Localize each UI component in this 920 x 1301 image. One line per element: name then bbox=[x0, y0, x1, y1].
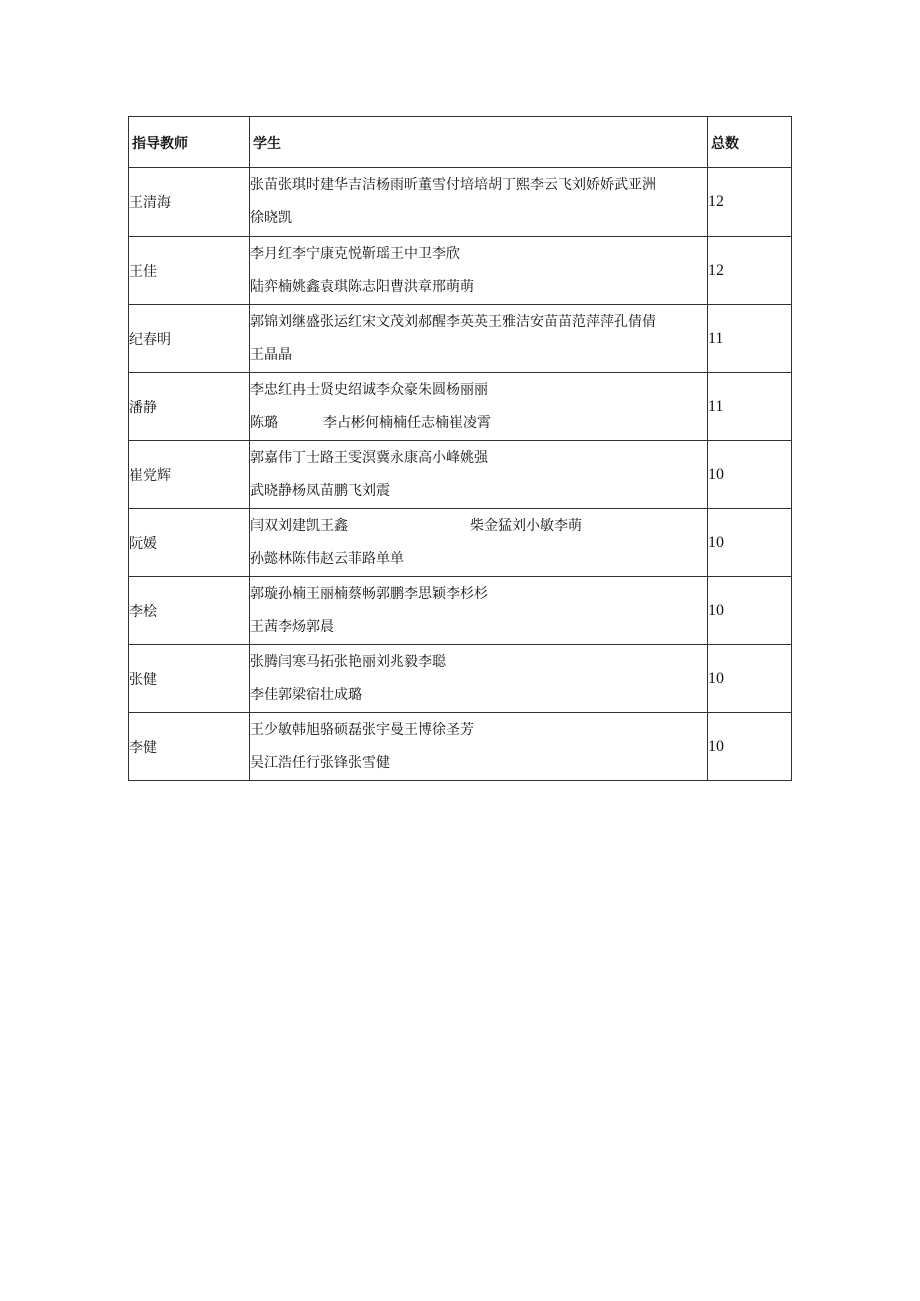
student-count: 10 bbox=[708, 509, 792, 577]
student-count: 11 bbox=[708, 305, 792, 373]
header-total: 总数 bbox=[708, 117, 792, 168]
student-list bbox=[250, 168, 708, 237]
teacher-name: 阮媛 bbox=[129, 509, 250, 577]
student-line: 张苗张琪时建华吉洁杨雨昕董雪付培培胡丁熙李云飞刘娇娇武亚洲 bbox=[250, 177, 656, 193]
student-line: 陆弈楠姚鑫袁琪陈志阳曹洪章邢萌萌 bbox=[250, 278, 474, 295]
advisor-student-table bbox=[128, 116, 792, 781]
table-row bbox=[129, 305, 792, 373]
student-line: 李忠红冉士贤史绍诚李众豪朱圆杨丽丽 bbox=[250, 381, 488, 398]
teacher-name: 潘静 bbox=[129, 373, 250, 441]
student-group: 李占彬何楠楠任志楠崔凌霄 bbox=[323, 414, 491, 431]
student-line: 武晓静杨凤苗鹏飞刘震 bbox=[250, 482, 390, 499]
student-list bbox=[250, 713, 708, 781]
teacher-name: 纪春明 bbox=[129, 305, 250, 373]
table-row bbox=[129, 441, 792, 509]
student-line: 郭璇孙楠王丽楠蔡畅郭鹏李思颖李杉杉 bbox=[250, 585, 488, 602]
table-row bbox=[129, 237, 792, 305]
student-line bbox=[250, 407, 707, 440]
student-list bbox=[250, 305, 708, 373]
teacher-name: 张健 bbox=[129, 645, 250, 713]
table-row bbox=[129, 373, 792, 441]
student-count: 10 bbox=[708, 645, 792, 713]
student-count: 10 bbox=[708, 713, 792, 781]
table-row bbox=[129, 645, 792, 713]
table-row bbox=[129, 713, 792, 781]
table-row bbox=[129, 168, 792, 237]
student-list bbox=[250, 509, 708, 577]
student-group: 陈璐 bbox=[250, 414, 278, 431]
teacher-name: 王清海 bbox=[129, 168, 250, 237]
student-group: 闫双刘建凯王鑫 bbox=[250, 517, 348, 534]
student-line: 张腾闫寒马拓张艳丽刘兆毅李聪 bbox=[250, 653, 446, 670]
student-line: 徐晓凯 bbox=[250, 210, 292, 226]
student-list bbox=[250, 645, 708, 713]
student-line: 郭嘉伟丁士路王雯溟冀永康高小峰姚强 bbox=[250, 449, 488, 466]
teacher-name: 崔党辉 bbox=[129, 441, 250, 509]
table-header-row bbox=[129, 117, 792, 168]
student-count: 11 bbox=[708, 373, 792, 441]
student-group: 柴金猛刘小敏李萌 bbox=[470, 517, 582, 534]
student-list bbox=[250, 577, 708, 645]
table-row bbox=[129, 577, 792, 645]
student-count: 10 bbox=[708, 577, 792, 645]
header-teacher: 指导教师 bbox=[129, 117, 250, 168]
student-line: 王少敏韩旭骆硕磊张宇曼王博徐圣芳 bbox=[250, 721, 474, 738]
student-line: 王茜李炀郭晨 bbox=[250, 618, 334, 635]
student-line: 李月红李宁康克悦靳瑶王中卫李欣 bbox=[250, 245, 460, 262]
student-line: 孙懿林陈伟赵云菲路单单 bbox=[250, 550, 404, 567]
table-row bbox=[129, 509, 792, 577]
student-list bbox=[250, 237, 708, 305]
student-count: 12 bbox=[708, 168, 792, 237]
header-students: 学生 bbox=[250, 117, 708, 168]
teacher-name: 李健 bbox=[129, 713, 250, 781]
teacher-name: 王佳 bbox=[129, 237, 250, 305]
student-list bbox=[250, 373, 708, 441]
teacher-name: 李桧 bbox=[129, 577, 250, 645]
student-count: 12 bbox=[708, 237, 792, 305]
student-line bbox=[250, 510, 707, 543]
student-line: 郭锦刘继盛张运红宋文茂刘郝醒李英英王雅洁安苗苗范萍萍孔倩倩 bbox=[250, 313, 656, 330]
student-line: 吴江浩任行张锋张雪健 bbox=[250, 754, 390, 771]
student-line: 李佳郭梁宿壮成璐 bbox=[250, 686, 362, 703]
student-line: 王晶晶 bbox=[250, 346, 292, 363]
student-list bbox=[250, 441, 708, 509]
student-count: 10 bbox=[708, 441, 792, 509]
